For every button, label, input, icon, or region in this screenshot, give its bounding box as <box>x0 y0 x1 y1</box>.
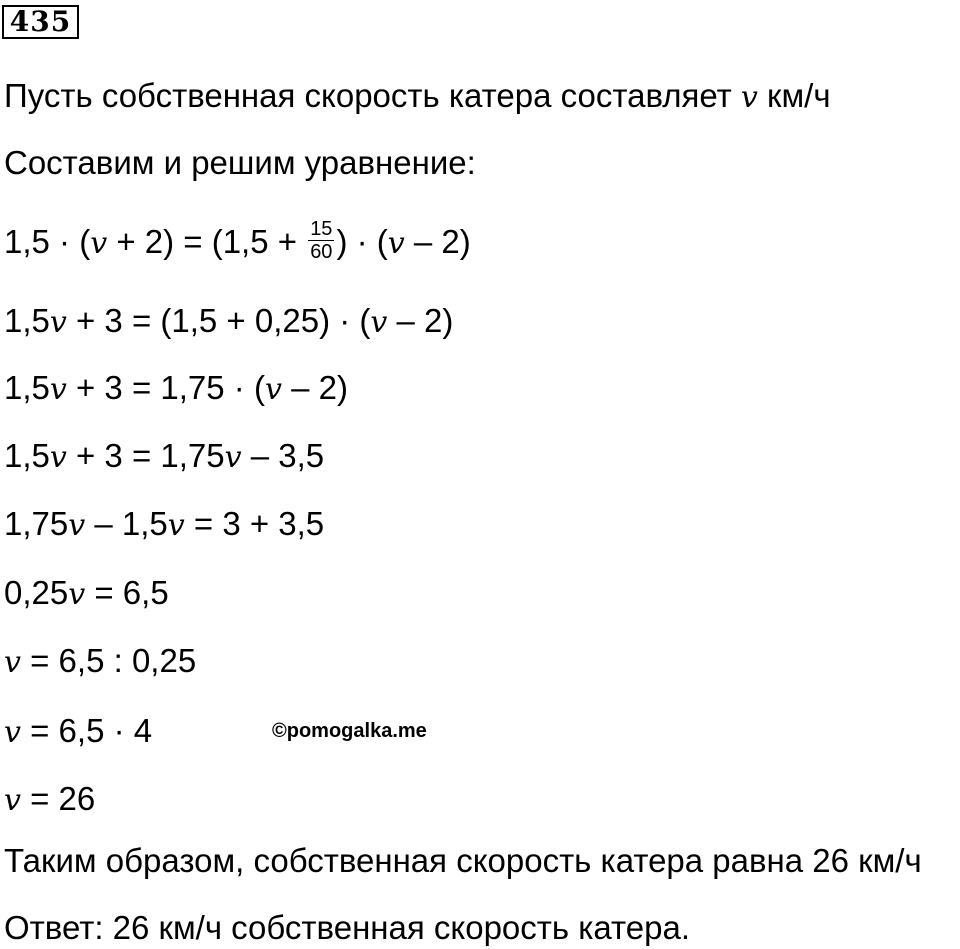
eq7-part-b: = 6,5 : 0,25 <box>20 642 197 679</box>
variable-v: v <box>740 80 758 115</box>
variable-v: v <box>387 226 405 262</box>
variable-v: v <box>167 508 185 543</box>
eq5-part-a: 1,75 <box>4 505 69 542</box>
eq5-part-c: = 3 + 3,5 <box>184 505 325 542</box>
eq6-part-b: = 6,5 <box>85 574 169 611</box>
fraction-denominator: 60 <box>310 241 333 263</box>
variable-v: v <box>264 372 282 407</box>
equation-4 <box>4 436 324 478</box>
eq1-part-a: 1,5 · ( <box>4 223 91 261</box>
eq2-part-c: – 2) <box>387 302 454 339</box>
variable-v: v <box>4 645 21 680</box>
eq6-part-a: 0,25 <box>4 574 69 611</box>
variable-v: v <box>49 372 67 407</box>
eq2-part-b: + 3 = (1,5 + 0,25) · ( <box>66 302 371 339</box>
eq4-part-c: – 3,5 <box>241 437 325 474</box>
variable-v: v <box>49 440 67 475</box>
variable-v: v <box>49 305 67 340</box>
problem-number: 435 <box>2 5 79 39</box>
eq9-part-b: = 26 <box>20 780 96 817</box>
variable-v: v <box>68 577 86 612</box>
equation-5 <box>4 504 324 546</box>
answer-text: Ответ: 26 км/ч собственная скорость катера. <box>4 909 691 946</box>
eq3-part-a: 1,5 <box>4 369 50 406</box>
equation-7 <box>4 641 196 683</box>
eq1-part-d: – 2) <box>404 223 471 261</box>
eq1-part-c: ) · ( <box>336 223 388 261</box>
fraction-numerator: 15 <box>310 218 333 240</box>
eq2-part-a: 1,5 <box>4 302 50 339</box>
intro-suffix: км/ч <box>757 77 831 114</box>
eq4-part-a: 1,5 <box>4 437 50 474</box>
equation-1 <box>4 218 471 267</box>
variable-v: v <box>90 226 108 262</box>
compose-text: Составим и решим уравнение: <box>4 144 476 181</box>
eq3-part-c: – 2) <box>281 369 348 406</box>
watermark: ©pomogalka.me <box>272 720 427 742</box>
equation-9 <box>4 779 95 821</box>
variable-v: v <box>4 715 21 750</box>
equation-2 <box>4 301 453 343</box>
variable-v: v <box>4 783 21 818</box>
fraction <box>308 218 334 263</box>
variable-v: v <box>68 508 86 543</box>
eq3-part-b: + 3 = 1,75 · ( <box>66 369 265 406</box>
eq1-part-b: + 2) = (1,5 + <box>107 223 307 261</box>
eq4-part-b: + 3 = 1,75 <box>66 437 225 474</box>
equation-8 <box>4 711 152 753</box>
equation-6 <box>4 573 169 615</box>
intro-line <box>4 76 831 118</box>
intro-prefix: Пусть собственная скорость катера составляет <box>4 77 741 114</box>
eq8-part-b: = 6,5 · 4 <box>20 712 153 749</box>
conclusion-text: Таким образом, собственная скорость катера равна 26 км/ч <box>4 842 922 879</box>
eq5-part-b: – 1,5 <box>85 505 168 542</box>
variable-v: v <box>370 305 388 340</box>
equation-3 <box>4 368 348 410</box>
variable-v: v <box>224 440 242 475</box>
